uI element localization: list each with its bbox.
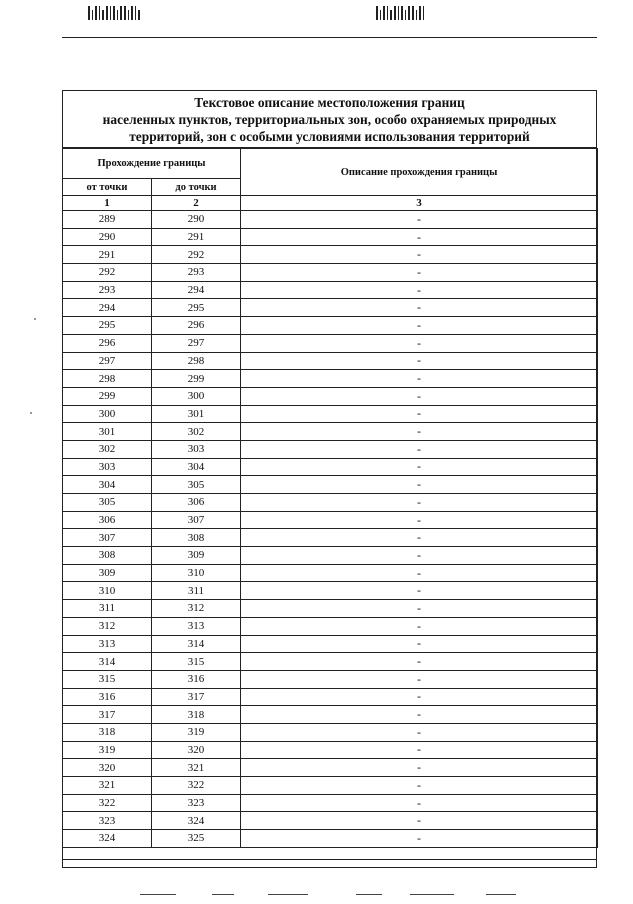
to-point-cell: 310 (152, 564, 241, 582)
to-point-cell: 313 (152, 617, 241, 635)
to-point-cell: 302 (152, 423, 241, 441)
table-row (63, 830, 598, 848)
description-cell: - (241, 370, 598, 388)
table-row (63, 547, 598, 565)
description-cell: - (241, 635, 598, 653)
description-cell: - (241, 582, 598, 600)
table-row (63, 246, 598, 264)
document-title (62, 90, 597, 148)
table-row (63, 264, 598, 282)
to-point-cell: 321 (152, 759, 241, 777)
from-point-cell: 304 (63, 476, 152, 494)
column-number-3: 3 (241, 196, 598, 211)
to-point-cell: 318 (152, 706, 241, 724)
column-number-1: 1 (63, 196, 152, 211)
from-point-cell: 301 (63, 423, 152, 441)
description-cell: - (241, 830, 598, 848)
from-point-cell: 305 (63, 494, 152, 512)
to-point-cell: 296 (152, 317, 241, 335)
table-row (63, 600, 598, 618)
table-row (63, 759, 598, 777)
from-point-cell: 295 (63, 317, 152, 335)
table-row (63, 653, 598, 671)
to-point-cell: 295 (152, 299, 241, 317)
table-row (63, 370, 598, 388)
description-cell: - (241, 617, 598, 635)
table-row (63, 529, 598, 547)
table-row (63, 688, 598, 706)
description-cell: - (241, 777, 598, 795)
from-point-cell: 294 (63, 299, 152, 317)
from-point-cell: 315 (63, 670, 152, 688)
to-point-header: до точки (152, 179, 241, 196)
description-cell: - (241, 440, 598, 458)
description-cell: - (241, 600, 598, 618)
table-row (63, 476, 598, 494)
table-row (63, 387, 598, 405)
from-point-cell: 302 (63, 440, 152, 458)
barcode-mark-right (376, 6, 424, 20)
description-cell: - (241, 653, 598, 671)
table-row (63, 423, 598, 441)
table-row (63, 211, 598, 229)
from-point-cell: 292 (63, 264, 152, 282)
to-point-cell: 300 (152, 387, 241, 405)
to-point-cell: 297 (152, 334, 241, 352)
description-cell: - (241, 228, 598, 246)
from-point-cell: 289 (63, 211, 152, 229)
from-point-cell: 298 (63, 370, 152, 388)
title-line: Текстовое описание местоположения границ (194, 95, 465, 110)
to-point-cell: 290 (152, 211, 241, 229)
table-row (63, 281, 598, 299)
from-point-cell: 316 (63, 688, 152, 706)
table-bottom-rule (62, 859, 597, 860)
description-cell: - (241, 794, 598, 812)
from-point-cell: 312 (63, 617, 152, 635)
description-cell: - (241, 334, 598, 352)
table-row (63, 582, 598, 600)
header-rule (62, 37, 597, 38)
table-row (63, 352, 598, 370)
from-point-cell: 303 (63, 458, 152, 476)
table-row (63, 812, 598, 830)
from-point-cell: 314 (63, 653, 152, 671)
description-cell: - (241, 387, 598, 405)
from-point-cell: 313 (63, 635, 152, 653)
boundary-table (62, 148, 598, 848)
description-cell: - (241, 246, 598, 264)
to-point-cell: 320 (152, 741, 241, 759)
from-point-cell: 309 (63, 564, 152, 582)
table-row (63, 440, 598, 458)
barcode-mark-left (88, 6, 140, 20)
from-point-cell: 296 (63, 334, 152, 352)
table-row (63, 334, 598, 352)
scan-artifact (140, 894, 176, 895)
table-row (63, 317, 598, 335)
from-point-cell: 311 (63, 600, 152, 618)
from-point-cell: 324 (63, 830, 152, 848)
description-cell: - (241, 706, 598, 724)
column-number-2: 2 (152, 196, 241, 211)
scan-artifact (410, 894, 454, 895)
to-point-cell: 309 (152, 547, 241, 565)
to-point-cell: 307 (152, 511, 241, 529)
from-point-cell: 307 (63, 529, 152, 547)
to-point-cell: 323 (152, 794, 241, 812)
to-point-cell: 303 (152, 440, 241, 458)
description-cell: - (241, 405, 598, 423)
boundary-passage-header: Прохождение границы (63, 149, 241, 179)
scan-artifact (268, 894, 308, 895)
to-point-cell: 312 (152, 600, 241, 618)
from-point-cell: 318 (63, 723, 152, 741)
to-point-cell: 301 (152, 405, 241, 423)
to-point-cell: 291 (152, 228, 241, 246)
from-point-cell: 290 (63, 228, 152, 246)
table-row (63, 617, 598, 635)
to-point-cell: 306 (152, 494, 241, 512)
from-point-cell: 310 (63, 582, 152, 600)
table-row (63, 299, 598, 317)
description-cell: - (241, 670, 598, 688)
to-point-cell: 315 (152, 653, 241, 671)
description-cell: - (241, 759, 598, 777)
title-line: населенных пунктов, территориальных зон, особо охраняемых природных (102, 112, 557, 127)
from-point-cell: 321 (63, 777, 152, 795)
table-row (63, 458, 598, 476)
from-point-cell: 323 (63, 812, 152, 830)
table-row (63, 405, 598, 423)
description-cell: - (241, 317, 598, 335)
to-point-cell: 319 (152, 723, 241, 741)
table-row (63, 723, 598, 741)
table-body (63, 211, 598, 848)
description-cell: - (241, 494, 598, 512)
description-cell: - (241, 812, 598, 830)
table-row (63, 494, 598, 512)
description-cell: - (241, 564, 598, 582)
table-row (63, 635, 598, 653)
to-point-cell: 293 (152, 264, 241, 282)
description-cell: - (241, 281, 598, 299)
from-point-cell: 319 (63, 741, 152, 759)
scan-speck (34, 318, 36, 320)
description-cell: - (241, 423, 598, 441)
from-point-cell: 300 (63, 405, 152, 423)
table-row (63, 228, 598, 246)
from-point-cell: 317 (63, 706, 152, 724)
description-header: Описание прохождения границы (241, 149, 598, 196)
scan-artifact (212, 894, 234, 895)
description-cell: - (241, 458, 598, 476)
scan-artifact (356, 894, 382, 895)
to-point-cell: 298 (152, 352, 241, 370)
description-cell: - (241, 211, 598, 229)
table-row (63, 564, 598, 582)
to-point-cell: 294 (152, 281, 241, 299)
from-point-cell: 322 (63, 794, 152, 812)
to-point-cell: 305 (152, 476, 241, 494)
to-point-cell: 325 (152, 830, 241, 848)
description-cell: - (241, 688, 598, 706)
from-point-cell: 308 (63, 547, 152, 565)
to-point-cell: 311 (152, 582, 241, 600)
table-row (63, 670, 598, 688)
title-line: территорий, зон с особыми условиями использования территорий (129, 129, 530, 144)
description-cell: - (241, 741, 598, 759)
from-point-cell: 299 (63, 387, 152, 405)
to-point-cell: 304 (152, 458, 241, 476)
from-point-cell: 306 (63, 511, 152, 529)
table-row (63, 511, 598, 529)
to-point-cell: 292 (152, 246, 241, 264)
from-point-cell: 297 (63, 352, 152, 370)
description-cell: - (241, 529, 598, 547)
to-point-cell: 324 (152, 812, 241, 830)
description-cell: - (241, 264, 598, 282)
from-point-header: от точки (63, 179, 152, 196)
table-row (63, 706, 598, 724)
description-cell: - (241, 723, 598, 741)
description-cell: - (241, 299, 598, 317)
to-point-cell: 322 (152, 777, 241, 795)
table-row (63, 794, 598, 812)
from-point-cell: 293 (63, 281, 152, 299)
description-cell: - (241, 476, 598, 494)
from-point-cell: 291 (63, 246, 152, 264)
table-row (63, 777, 598, 795)
to-point-cell: 316 (152, 670, 241, 688)
description-cell: - (241, 511, 598, 529)
scan-artifact (486, 894, 516, 895)
to-point-cell: 308 (152, 529, 241, 547)
scan-speck (30, 412, 32, 414)
description-cell: - (241, 352, 598, 370)
description-cell: - (241, 547, 598, 565)
table-row (63, 741, 598, 759)
from-point-cell: 320 (63, 759, 152, 777)
to-point-cell: 317 (152, 688, 241, 706)
to-point-cell: 299 (152, 370, 241, 388)
to-point-cell: 314 (152, 635, 241, 653)
